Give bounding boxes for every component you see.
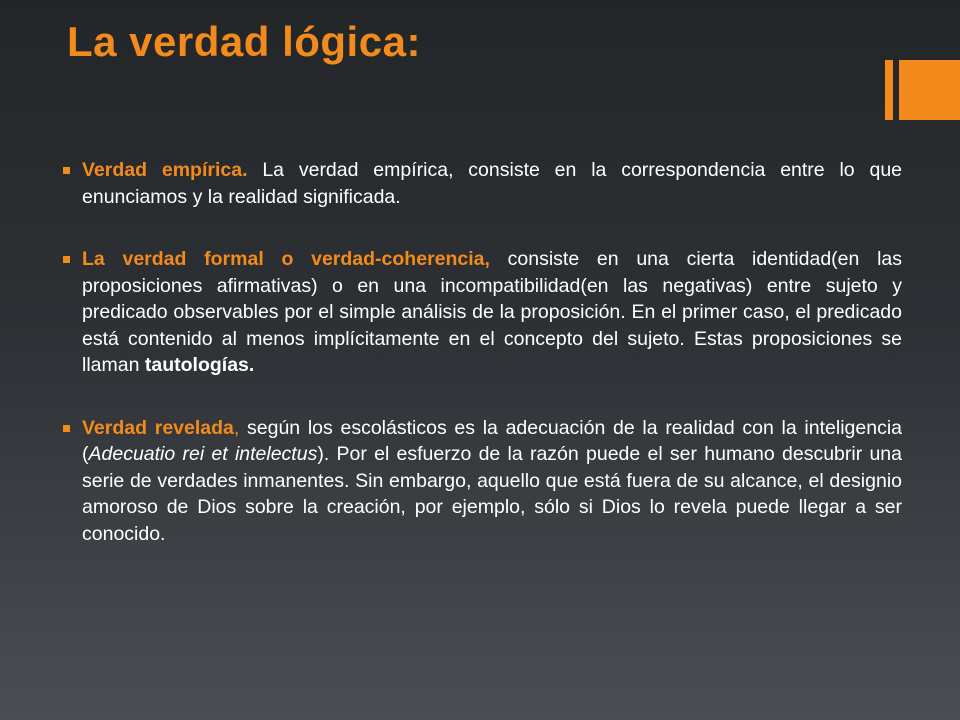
- bullet-verdad-formal: [62, 246, 902, 379]
- square-bullet-icon: [63, 256, 70, 263]
- bullet-text: según los escolásticos es la adecuación de la realidad con la inteligencia (: [82, 416, 902, 465]
- slide-content: [62, 157, 902, 547]
- decorative-accent-bar-thin: [885, 60, 893, 120]
- slide-title: La verdad lógica:: [67, 18, 421, 65]
- bullet-text: consiste en una cierta identidad(en las proposiciones afirmativas) o en una incompatibilidad(en las negativas) entre sujeto y predicado observables por el simple análisis de la proposición. En el primer caso, el predicado está contenido al menos implícitamente en el concepto del sujeto. Estas proposiciones se llaman: [82, 248, 902, 376]
- square-bullet-icon: [63, 167, 70, 174]
- bullet-heading-separator: ,: [233, 416, 240, 439]
- bullet-text: La verdad empírica, consiste en la correspondencia entre lo que enunciamos y la realidad significada.: [82, 159, 903, 208]
- bullet-heading: Verdad empírica.: [82, 159, 248, 181]
- square-bullet-icon: [63, 425, 70, 432]
- bullet-strong-term: tautologías.: [144, 354, 255, 376]
- bullet-heading: Verdad revelada: [82, 416, 234, 439]
- bullet-verdad-revelada: [62, 415, 902, 548]
- bullet-verdad-empirica: [62, 157, 902, 210]
- bullet-text-continued: ). Por el esfuerzo de la razón puede el ser humano descubrir una serie de verdades inmanentes. Sin embargo, aquello que está fuera de su alcance, el designio amoroso de Dios sobre la creación, por ejemplo, sólo si Dios lo revela puede llegar a ser conocido.: [82, 443, 902, 545]
- decorative-accent-bar-thick: [899, 60, 960, 120]
- bullet-italic-phrase: Adecuatio rei et intelectus: [88, 443, 318, 465]
- bullet-heading: La verdad formal o verdad-coherencia,: [82, 248, 490, 270]
